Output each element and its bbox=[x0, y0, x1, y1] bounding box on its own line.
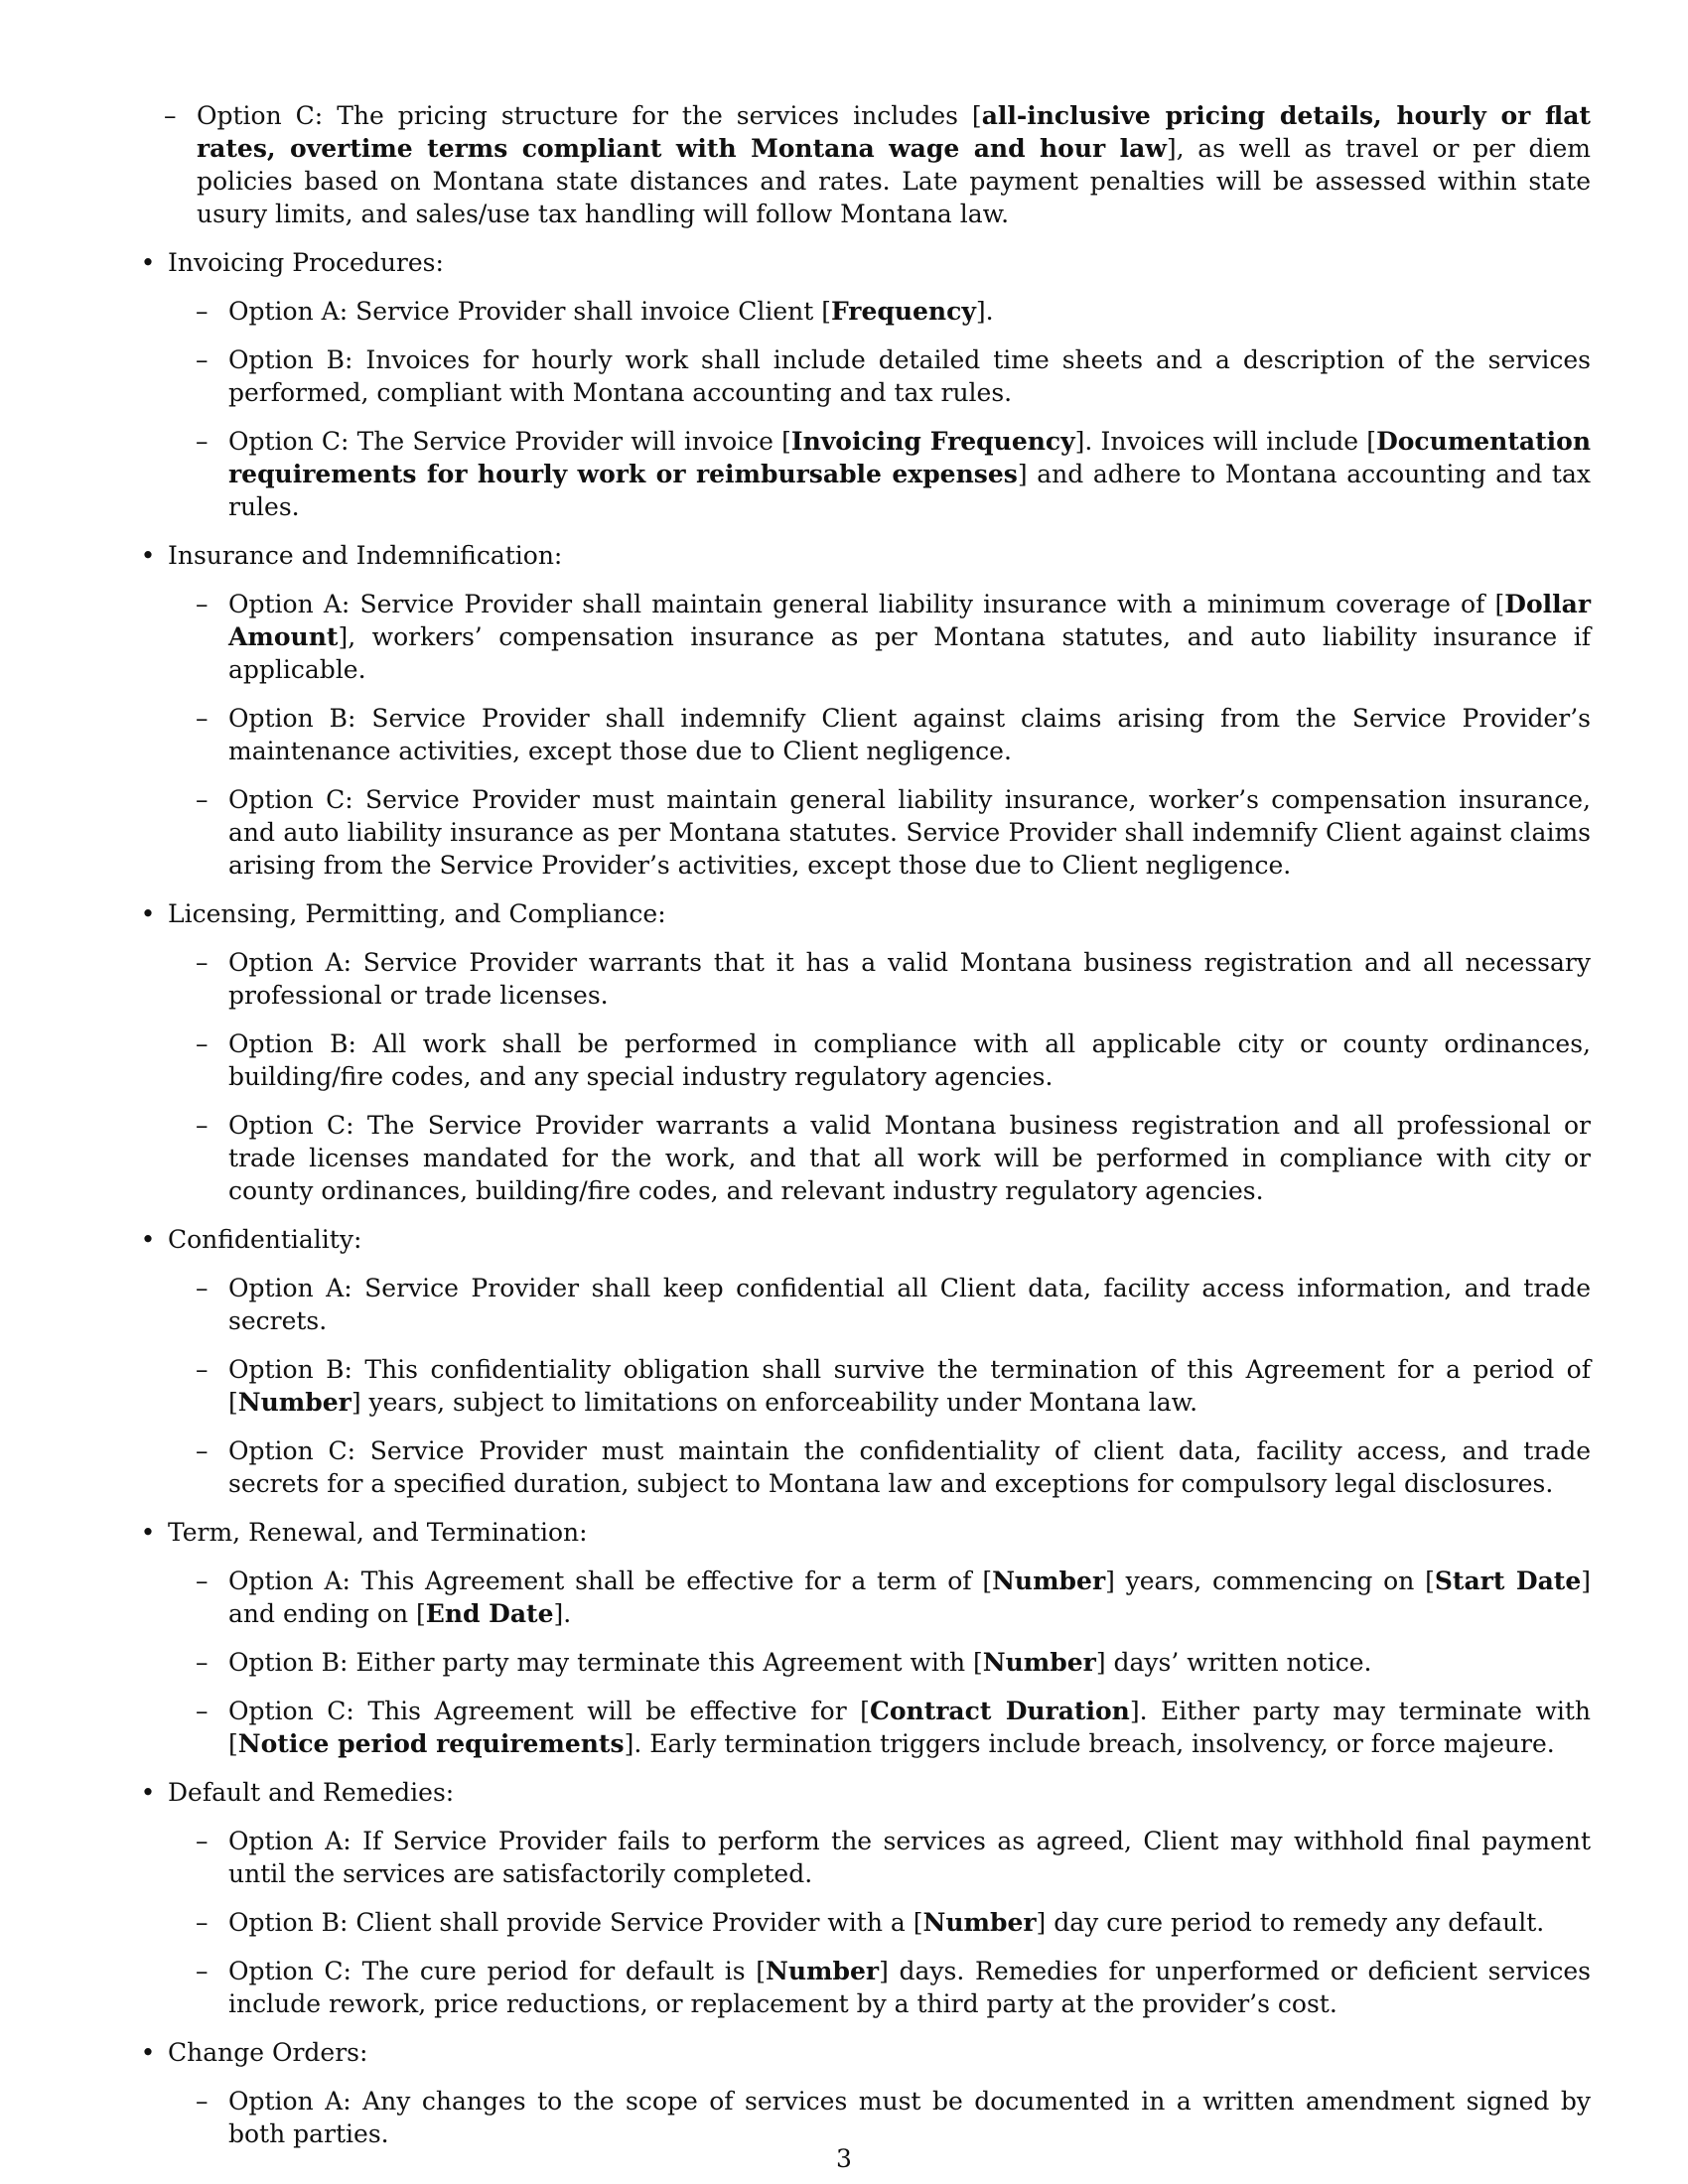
section-title: Change Orders: bbox=[168, 2038, 368, 2067]
dash-marker: – bbox=[196, 1908, 209, 1937]
option-item bbox=[168, 1027, 1591, 1093]
dash-marker: – bbox=[196, 1827, 209, 1855]
sections-list bbox=[136, 246, 1591, 2150]
text-run: Option C: Service Provider must maintain the confidentiality of client data, facility access, and trade secrets for a specified duration, subject to Montana law and exceptions for compulsory legal disclosures. bbox=[228, 1436, 1591, 1498]
placeholder-field: Number bbox=[766, 1957, 880, 1985]
dash-marker: – bbox=[196, 1111, 209, 1140]
option-item bbox=[168, 1906, 1591, 1939]
text-run: ] days’ written notice. bbox=[1095, 1648, 1372, 1677]
bullet-marker: • bbox=[140, 1778, 156, 1807]
text-run: ]. Early termination triggers include breach, insolvency, or force majeure. bbox=[624, 1729, 1555, 1758]
section-title: Confidentiality: bbox=[168, 1225, 362, 1254]
page-content bbox=[136, 99, 1591, 2166]
text-run: Option A: Service Provider shall keep confidential all Client data, facility access information, and trade secrets. bbox=[228, 1274, 1591, 1335]
option-text bbox=[197, 101, 1591, 228]
text-run: Option C: Service Provider must maintain general liability insurance, worker’s compensation insurance, and auto liability insurance as per Montana statutes. Service Provider shall indemnify Client against claims arising from the Service Provider’s activities, except those due to Client negligence. bbox=[228, 785, 1591, 880]
section-item bbox=[136, 246, 1591, 523]
text-run: ]. Invoices will include [ bbox=[1074, 427, 1377, 456]
placeholder-field: Notice period requirements bbox=[237, 1729, 625, 1758]
options-list bbox=[168, 946, 1591, 1207]
dash-marker: – bbox=[196, 785, 209, 814]
section-item bbox=[136, 897, 1591, 1207]
dash-marker: – bbox=[196, 297, 209, 326]
text-run: ]. Either party may terminate with [ bbox=[228, 1697, 1592, 1758]
option-item bbox=[168, 1565, 1591, 1630]
option-item bbox=[168, 1353, 1591, 1419]
text-run: Option A: Any changes to the scope of services must be documented in a written amendment signed by both parties. bbox=[228, 2087, 1591, 2148]
dash-marker: – bbox=[196, 1697, 209, 1725]
section-title: Licensing, Permitting, and Compliance: bbox=[168, 899, 666, 928]
dash-marker: – bbox=[196, 1957, 209, 1985]
page-number: 3 bbox=[836, 2144, 852, 2173]
option-text bbox=[228, 2087, 1591, 2148]
dash-marker: – bbox=[164, 101, 177, 130]
dash-marker: – bbox=[196, 1355, 209, 1384]
dash-marker: – bbox=[196, 1567, 209, 1595]
option-text bbox=[228, 345, 1591, 407]
option-text bbox=[228, 1436, 1591, 1498]
option-item bbox=[168, 1825, 1591, 1890]
carryover-options bbox=[136, 99, 1591, 230]
option-item bbox=[168, 343, 1591, 409]
option-item bbox=[168, 295, 1591, 328]
text-run: ]. bbox=[975, 297, 994, 326]
placeholder-field: Number bbox=[922, 1908, 1037, 1937]
options-list bbox=[168, 1272, 1591, 1500]
options-list bbox=[168, 2085, 1591, 2150]
text-run: Option B: Service Provider shall indemnify Client against claims arising from the Service Provider’s maintenance activities, except those due to Client negligence. bbox=[228, 704, 1591, 765]
section-item bbox=[136, 2036, 1591, 2150]
option-text bbox=[228, 704, 1591, 765]
text-run: Option A: If Service Provider fails to perform the services as agreed, Client may withhold final payment until the services are satisfactorily completed. bbox=[228, 1827, 1591, 1888]
option-item bbox=[168, 1646, 1591, 1679]
text-run: Option B: Client shall provide Service Provider with a [ bbox=[228, 1908, 923, 1937]
dash-marker: – bbox=[196, 1274, 209, 1302]
option-text bbox=[228, 297, 994, 326]
text-run: Option A: This Agreement shall be effective for a term of [ bbox=[228, 1567, 993, 1595]
placeholder-field: Contract Duration bbox=[869, 1697, 1130, 1725]
option-text bbox=[228, 1029, 1591, 1091]
options-list bbox=[168, 295, 1591, 523]
option-text bbox=[228, 948, 1591, 1010]
bullet-marker: • bbox=[140, 899, 156, 928]
options-list bbox=[168, 588, 1591, 882]
section-item bbox=[136, 1516, 1591, 1760]
text-run: ] years, subject to limitations on enforceability under Montana law. bbox=[351, 1388, 1198, 1417]
text-run: Option B: Either party may terminate this Agreement with [ bbox=[228, 1648, 983, 1677]
option-text bbox=[228, 590, 1591, 684]
text-run: Option B: All work shall be performed in compliance with all applicable city or county ordinances, building/fire codes, and any special industry regulatory agencies. bbox=[228, 1029, 1591, 1091]
placeholder-field: Number bbox=[982, 1648, 1096, 1677]
text-run: Option A: Service Provider shall maintain general liability insurance with a minimum coverage of [ bbox=[228, 590, 1505, 618]
option-item bbox=[168, 946, 1591, 1012]
dash-marker: – bbox=[196, 1648, 209, 1677]
text-run: ], as well as travel or per diem policies based on Montana state distances and rates. Late payment penalties will be assessed within state usury limits, and sales/use tax handling will follow Montana law. bbox=[197, 134, 1591, 228]
placeholder-field: Number bbox=[237, 1388, 352, 1417]
option-text bbox=[228, 785, 1591, 880]
option-text bbox=[228, 1697, 1591, 1758]
text-run: ], workers’ compensation insurance as per Montana statutes, and auto liability insurance if applicable. bbox=[228, 622, 1591, 684]
dash-marker: – bbox=[196, 948, 209, 977]
text-run: Option C: This Agreement will be effective for [ bbox=[228, 1697, 870, 1725]
bullet-marker: • bbox=[140, 1518, 156, 1547]
placeholder-field: Number bbox=[992, 1567, 1106, 1595]
text-run: Option C: The cure period for default is [ bbox=[228, 1957, 767, 1985]
bullet-marker: • bbox=[140, 1225, 156, 1254]
text-run: Option A: Service Provider warrants that it has a valid Montana business registration and all necessary professional or trade licenses. bbox=[228, 948, 1591, 1010]
dash-marker: – bbox=[196, 704, 209, 733]
text-run: Option A: Service Provider shall invoice Client [ bbox=[228, 297, 831, 326]
text-run: ] and adhere to Montana accounting and tax rules. bbox=[228, 460, 1591, 521]
option-item bbox=[168, 425, 1591, 523]
text-run: ] day cure period to remedy any default. bbox=[1036, 1908, 1545, 1937]
option-text bbox=[228, 1111, 1591, 1205]
dash-marker: – bbox=[196, 1436, 209, 1465]
option-item bbox=[168, 702, 1591, 767]
option-text bbox=[228, 1648, 1372, 1677]
text-run: Option C: The Service Provider warrants a valid Montana business registration and all professional or trade licenses mandated for the work, and that all work will be performed in compliance with city or county ordinances, building/fire codes, and relevant industry regulatory agencies. bbox=[228, 1111, 1591, 1205]
option-text bbox=[228, 1957, 1591, 2018]
option-item bbox=[168, 1109, 1591, 1207]
text-run: ]. bbox=[553, 1599, 572, 1628]
section-title: Insurance and Indemnification: bbox=[168, 541, 563, 570]
dash-marker: – bbox=[196, 1029, 209, 1058]
carryover-option-c bbox=[136, 99, 1591, 230]
text-run: ] years, commencing on [ bbox=[1105, 1567, 1435, 1595]
placeholder-field: Invoicing Frequency bbox=[790, 427, 1075, 456]
text-run: Option B: This confidentiality obligation shall survive the termination of this Agreement for a period of [ bbox=[228, 1355, 1591, 1417]
text-run: Option B: Invoices for hourly work shall include detailed time sheets and a description of the services performed, compliant with Montana accounting and tax rules. bbox=[228, 345, 1591, 407]
dash-marker: – bbox=[196, 590, 209, 618]
dash-marker: – bbox=[196, 427, 209, 456]
text-run: Option C: The pricing structure for the services includes [ bbox=[197, 101, 982, 130]
option-item bbox=[168, 1955, 1591, 2020]
placeholder-field: Dollar Amount bbox=[228, 590, 1591, 651]
option-item bbox=[168, 2085, 1591, 2150]
placeholder-field: Start Date bbox=[1434, 1567, 1582, 1595]
text-run: Option C: The Service Provider will invoice [ bbox=[228, 427, 791, 456]
bullet-marker: • bbox=[140, 541, 156, 570]
section-title: Default and Remedies: bbox=[168, 1778, 455, 1807]
option-text bbox=[228, 1908, 1544, 1937]
option-item bbox=[168, 1272, 1591, 1337]
bullet-marker: • bbox=[140, 248, 156, 277]
section-title: Term, Renewal, and Termination: bbox=[168, 1518, 588, 1547]
section-title: Invoicing Procedures: bbox=[168, 248, 444, 277]
text-run: ] days. Remedies for unperformed or deficient services include rework, price reductions, or replacement by a third party at the provider’s cost. bbox=[228, 1957, 1591, 2018]
text-run: ] and ending on [ bbox=[228, 1567, 1591, 1628]
options-list bbox=[168, 1565, 1591, 1760]
placeholder-field: Frequency bbox=[830, 297, 976, 326]
option-text bbox=[228, 1274, 1591, 1335]
placeholder-field: End Date bbox=[425, 1599, 554, 1628]
bullet-marker: • bbox=[140, 2038, 156, 2067]
option-text bbox=[228, 1567, 1591, 1628]
option-text bbox=[228, 1355, 1591, 1417]
options-list bbox=[168, 1825, 1591, 2020]
section-item bbox=[136, 539, 1591, 882]
option-item bbox=[168, 1434, 1591, 1500]
section-item bbox=[136, 1223, 1591, 1500]
option-item bbox=[168, 1695, 1591, 1760]
placeholder-field: Documentation requirements for hourly work or reimbursable expenses bbox=[228, 427, 1591, 488]
dash-marker: – bbox=[196, 345, 209, 374]
option-item bbox=[168, 783, 1591, 882]
dash-marker: – bbox=[196, 2087, 209, 2116]
section-item bbox=[136, 1776, 1591, 2020]
option-item bbox=[168, 588, 1591, 686]
option-text bbox=[228, 1827, 1591, 1888]
placeholder-field: all-inclusive pricing details, hourly or flat rates, overtime terms compliant with Montana wage and hour law bbox=[197, 101, 1591, 163]
option-text bbox=[228, 427, 1591, 521]
